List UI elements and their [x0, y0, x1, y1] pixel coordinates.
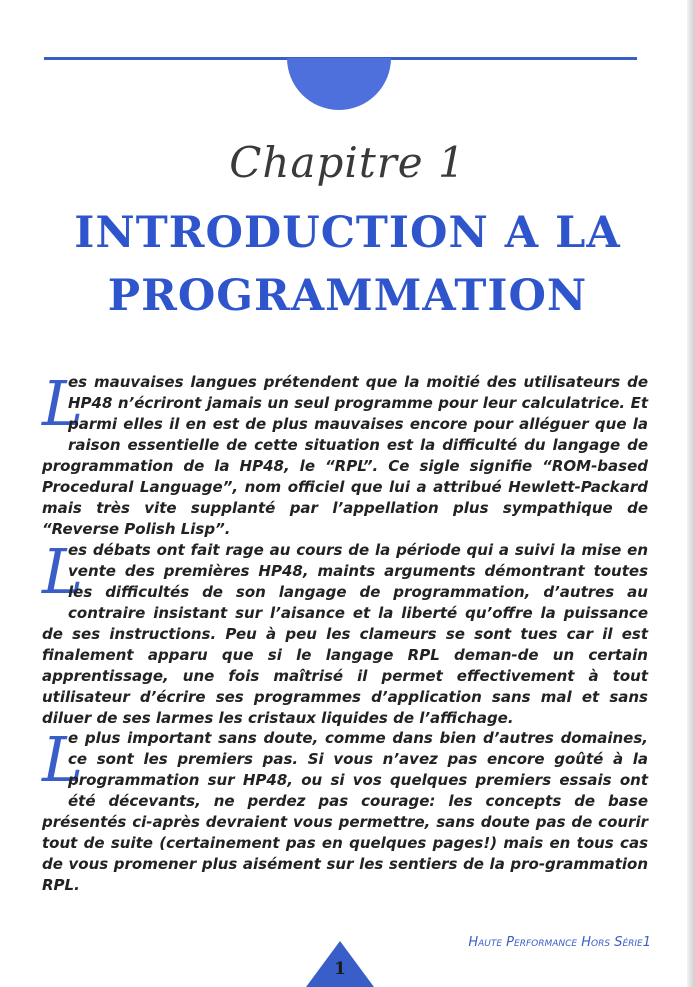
- drop-cap: L: [42, 535, 84, 608]
- paragraph-text: es débats ont fait rage au cours de la période qui a suivi la mise en vente des premières HP48, maints arguments démontrant toutes les difficultés de son langage de programmation, d’autres au contraire insistant sur l’aisance et la liberté qu’offre la puissance de ses instructions. Peu à peu les clameurs se sont tues car il est finalement apparu que si le langage RPL deman-de un certain apprentissage, une fois maîtrisé il permet effectivement à tout utilisateur d’écrire ses programmes d’application sans mal et sans diluer de ses larmes les cristaux liquides de l’affichage.: [42, 541, 648, 727]
- paragraph-3: [42, 723, 648, 896]
- drop-cap: L: [42, 367, 84, 440]
- chapter-title-line-2: PROGRAMMATION: [107, 271, 588, 321]
- chapter-title: [10, 202, 685, 328]
- paragraph-text: es mauvaises langues prétendent que la moitié des utilisateurs de HP48 n’écriront jamais un seul programme pour leur calculatrice. Et parmi elles il en est de plus mauvaises encore pour alléguer que la raison essentielle de cette situation est la difficulté du langage de programmation de la HP48, le “RPL”. Ce sigle signifie “ROM-based Procedural Language”, nom officiel que lui a attribué Hewlett-Packard mais très vite supplanté par l’appellation plus sympathique de “Reverse Polish Lisp”.: [42, 373, 648, 538]
- drop-cap: L: [42, 723, 84, 796]
- chapter-title-line-1: INTRODUCTION A LA: [74, 208, 621, 258]
- chapter-label: Chapitre 1: [229, 138, 466, 187]
- paragraph-1: [42, 367, 648, 540]
- publication-name: Haute Performance Hors Série1: [468, 935, 651, 950]
- paragraph-2: [42, 535, 648, 729]
- header-half-circle: [287, 58, 391, 110]
- paragraph-text: e plus important sans doute, comme dans bien d’autres domaines, ce sont les premiers pas. Si vous n’avez pas encore goûté à la programmation sur HP48, ou si vos quelques premiers essais ont été décevants, ne perdez pas courage: les concepts de base présentés ci-après devraient vous permettre, sans doute pas de courir tout de suite (certainement pas en quelques pages!) mais en tous cas de vous promener plus aisément sur les sentiers de la pro-grammation RPL.: [42, 729, 648, 894]
- page-number: 1: [334, 959, 346, 979]
